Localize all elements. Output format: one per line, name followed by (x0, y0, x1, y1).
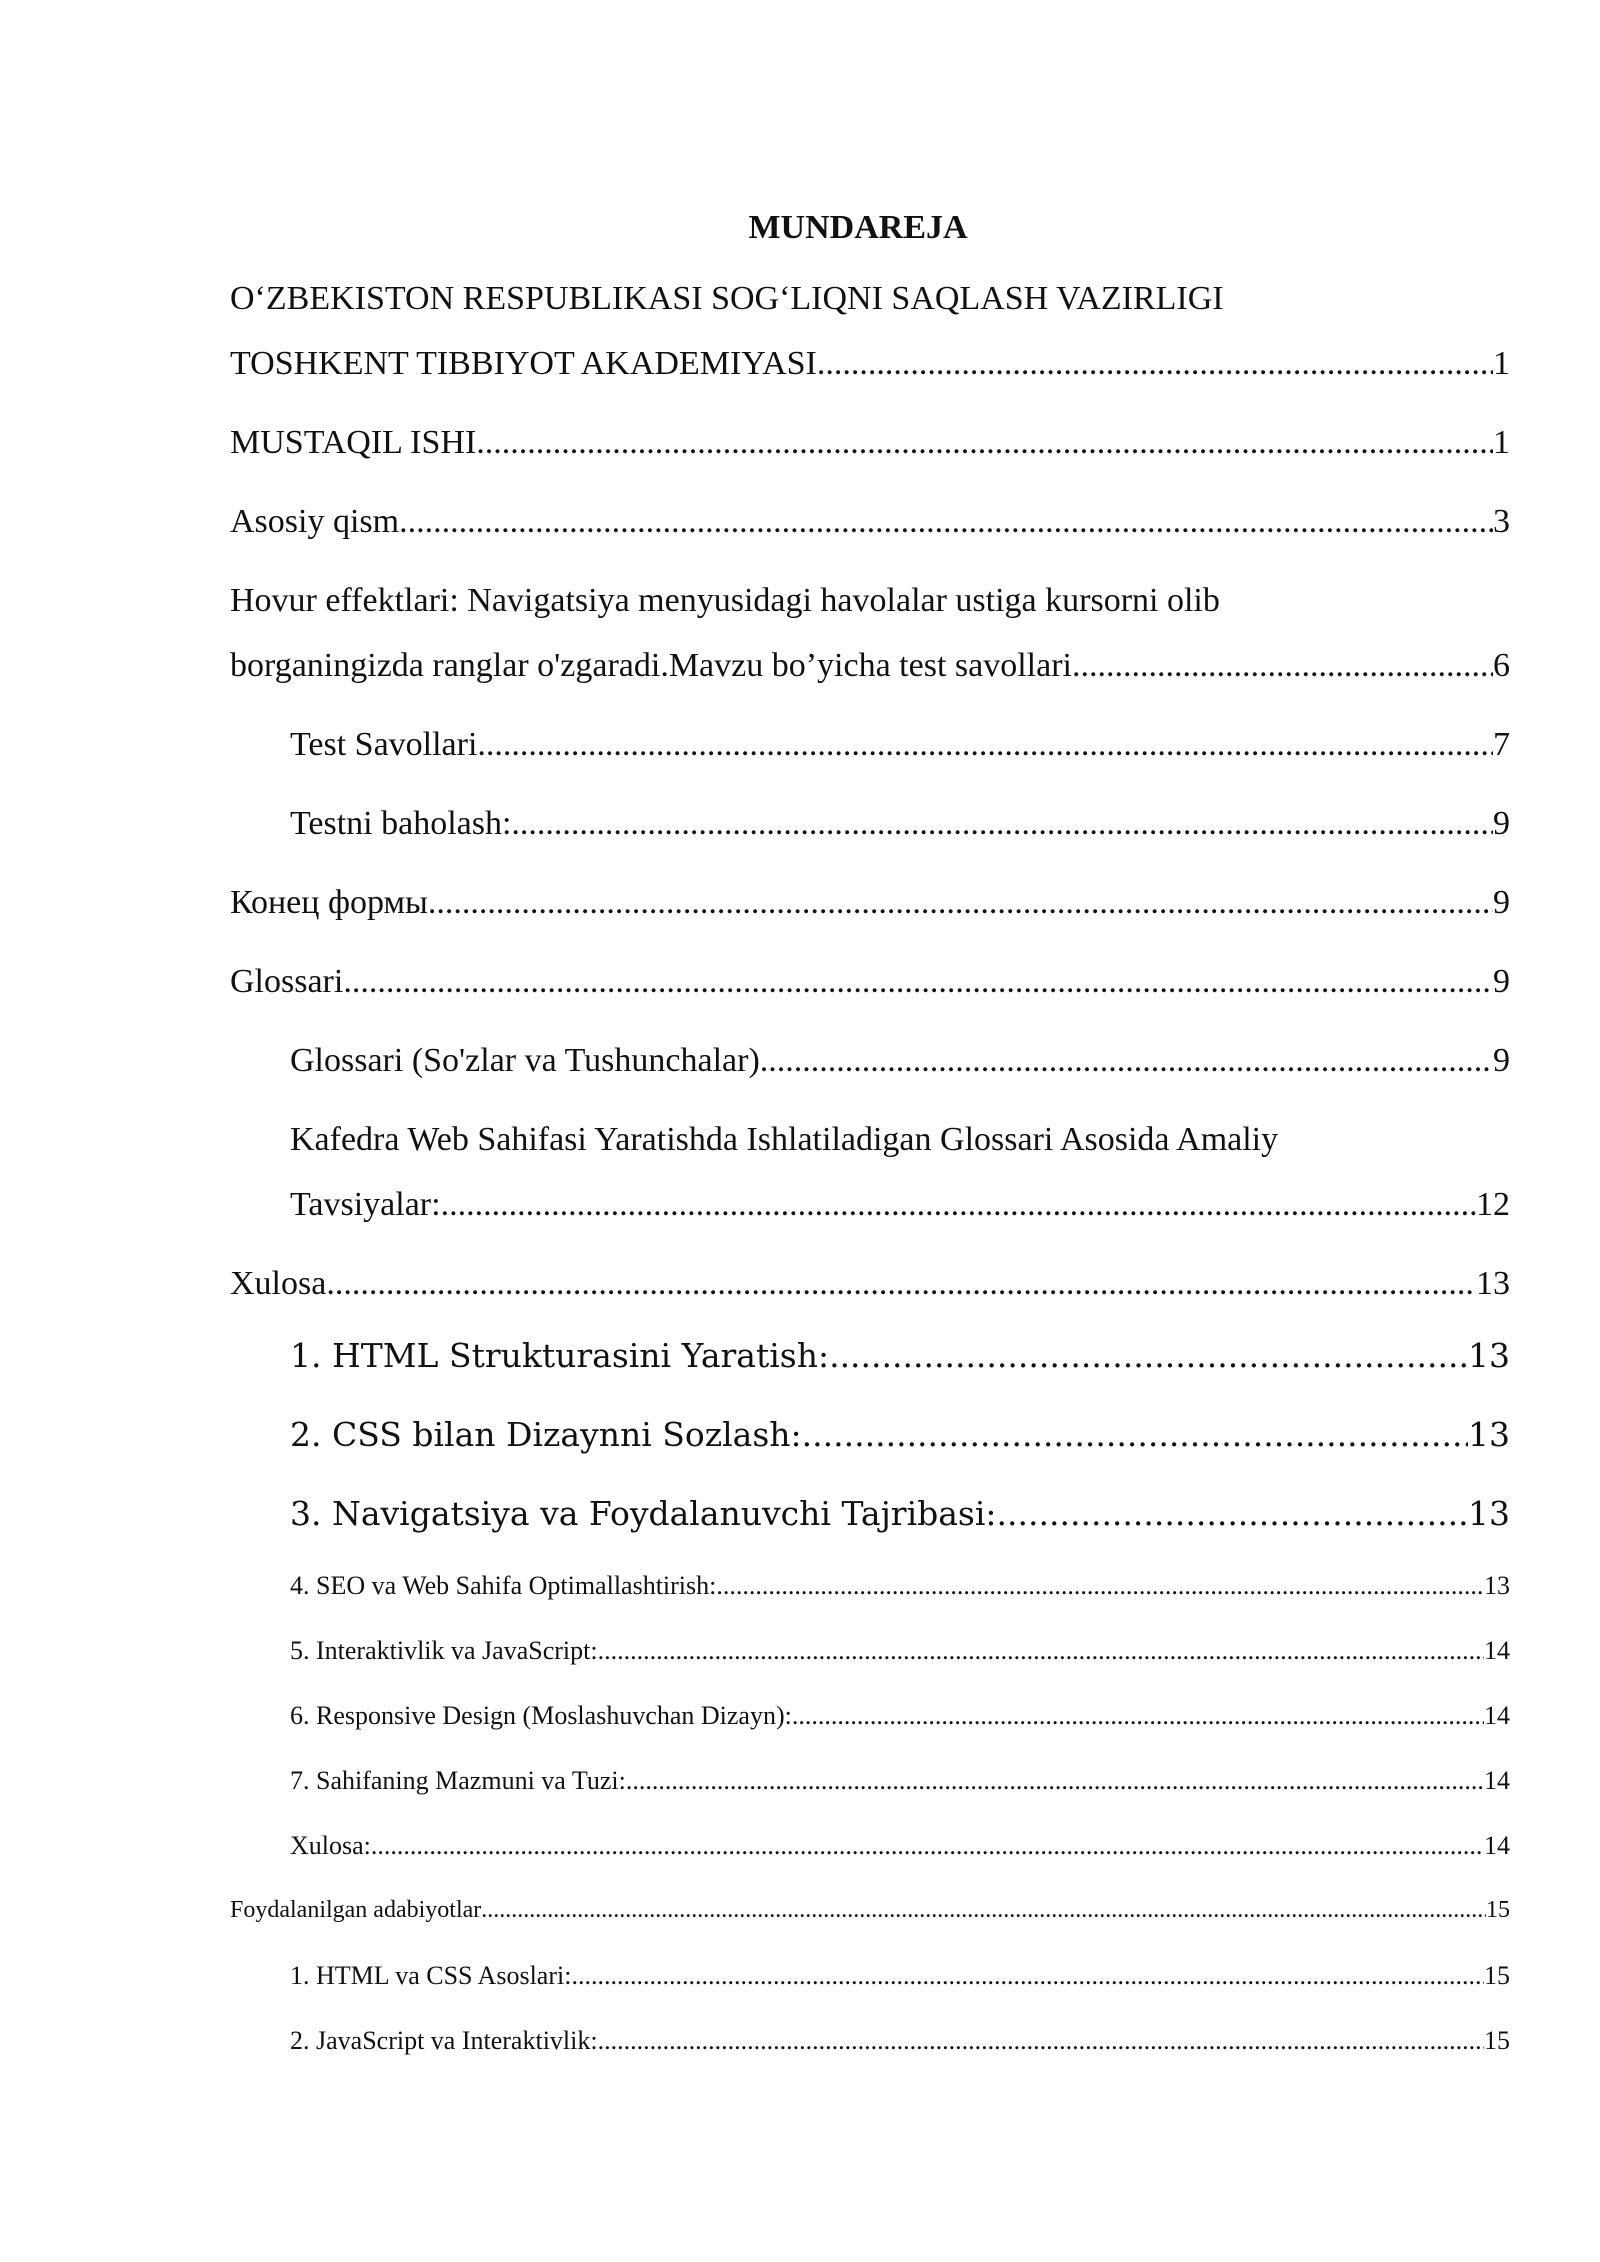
toc-page-number: 14 (1484, 1636, 1510, 1665)
dot-leader (476, 410, 1493, 475)
dot-leader (997, 1474, 1468, 1553)
toc-entry-line: O‘ZBEKISTON RESPUBLIKASI SOG‘LIQNI SAQLASH VAZIRLIGI (230, 280, 1224, 317)
toc-entry-title: TOSHKENT TIBBIYOT AKADEMIYASI (230, 345, 817, 382)
toc-entry-title: Glossari (230, 963, 344, 1000)
toc-page-number: 14 (1484, 1831, 1510, 1860)
toc-page-number: 13 (1468, 1336, 1510, 1375)
toc-page-number: 1 (1493, 424, 1510, 461)
dot-leader (571, 1943, 1484, 2008)
toc-page-number: 9 (1493, 963, 1510, 1000)
dot-leader (829, 1316, 1468, 1395)
toc-entry[interactable] (230, 1395, 1510, 1474)
toc-entry-title: 7. Sahifaning Mazmuni va Tuzi: (290, 1766, 626, 1795)
toc-entry-title: 5. Interaktivlik va JavaScript: (290, 1636, 598, 1665)
toc-page-number: 14 (1484, 1766, 1510, 1795)
toc-entry[interactable] (230, 1748, 1510, 1813)
toc-entry-title: 1. HTML Strukturasini Yaratish: (290, 1336, 830, 1375)
toc-entry[interactable] (230, 2008, 1510, 2073)
toc-page-number: 15 (1486, 1897, 1510, 1923)
toc-entry-title: 2. CSS bilan Dizaynni Sozlash: (290, 1415, 802, 1454)
dot-leader (371, 1813, 1484, 1878)
toc-entry[interactable] (230, 1474, 1510, 1553)
toc-entry-title: Xulosa: (290, 1831, 371, 1860)
toc-entry[interactable] (230, 1878, 1510, 1943)
toc-page-number: 3 (1493, 503, 1510, 540)
toc-entry[interactable] (230, 489, 1510, 554)
toc-page-number: 13 (1468, 1415, 1510, 1454)
dot-leader (343, 949, 1493, 1014)
toc-title: MUNDAREJA (748, 209, 968, 246)
toc-entry-title: Asosiy qism (230, 503, 400, 540)
toc-page-number: 6 (1493, 647, 1510, 684)
dot-leader (817, 331, 1493, 396)
toc-entry[interactable] (230, 1683, 1510, 1748)
dot-leader (760, 1028, 1493, 1093)
dot-leader (477, 712, 1493, 777)
dot-leader (326, 1251, 1476, 1316)
toc-entry[interactable] (230, 266, 1510, 396)
dot-leader (1072, 633, 1493, 698)
toc-entry[interactable] (230, 1813, 1510, 1878)
toc-entry-title: Конец формы (230, 884, 428, 921)
toc-page-number: 9 (1493, 805, 1510, 842)
toc-entry[interactable] (230, 1028, 1510, 1093)
toc-entry[interactable] (230, 870, 1510, 935)
toc-entry-title: Glossari (So'zlar va Tushunchalar) (290, 1042, 760, 1079)
toc-entry[interactable] (230, 1316, 1510, 1395)
toc-entry-title: Test Savollari (290, 726, 478, 763)
dot-leader (399, 489, 1493, 554)
dot-leader (511, 791, 1493, 856)
toc-entry-title: Foydalanilgan adabiyotlar (230, 1897, 482, 1923)
toc-entry[interactable] (230, 1553, 1510, 1618)
toc-page-number: 9 (1493, 884, 1510, 921)
toc-entry-line: Kafedra Web Sahifasi Yaratishda Ishlatiladigan Glossari Asosida Amaliy (290, 1121, 1279, 1158)
toc-entry[interactable] (230, 1107, 1510, 1237)
toc-page-number: 13 (1484, 1571, 1510, 1600)
toc-entry-title: borganingizda ranglar o'zgaradi.Mavzu bo’yicha test savollari (230, 647, 1072, 684)
toc-page-number: 15 (1484, 1961, 1510, 1990)
dot-leader (598, 1618, 1484, 1683)
dot-leader (428, 870, 1493, 935)
toc-entry[interactable] (230, 1618, 1510, 1683)
toc-entry-title: 2. JavaScript va Interaktivlik: (290, 2026, 598, 2055)
toc-entry[interactable] (230, 568, 1510, 698)
toc-page-number: 9 (1493, 1042, 1510, 1079)
dot-leader (792, 1683, 1484, 1748)
toc-entry[interactable] (230, 1943, 1510, 2008)
toc-entry-title: 3. Navigatsiya va Foydalanuvchi Tajribasi: (290, 1494, 997, 1533)
toc-entry-title: Testni baholash: (290, 805, 512, 842)
toc-entry[interactable] (230, 410, 1510, 475)
toc-entry-title: MUSTAQIL ISHI (230, 424, 477, 461)
dot-leader (481, 1878, 1486, 1943)
toc-entry-line: Hovur effektlari: Navigatsiya menyusidagi havolalar ustiga kursorni olib (230, 582, 1220, 619)
toc-entry-title: 6. Responsive Design (Moslashuvchan Dizayn): (290, 1701, 792, 1730)
toc-entry-title: Xulosa (230, 1265, 327, 1302)
toc-page-number: 7 (1493, 726, 1510, 763)
dot-leader (598, 2008, 1484, 2073)
toc-entry-title: Tavsiyalar: (290, 1186, 441, 1223)
dot-leader (716, 1553, 1484, 1618)
toc-entry-title: 4. SEO va Web Sahifa Optimallashtirish: (290, 1571, 717, 1600)
toc-page-number: 13 (1468, 1494, 1510, 1533)
dot-leader (802, 1395, 1468, 1474)
toc-entry[interactable] (230, 791, 1510, 856)
dot-leader (441, 1172, 1476, 1237)
toc-page-number: 13 (1476, 1265, 1510, 1302)
toc-entry[interactable] (230, 712, 1510, 777)
toc-entry[interactable] (230, 949, 1510, 1014)
toc-page-number: 15 (1484, 2026, 1510, 2055)
toc-page-number: 12 (1476, 1186, 1510, 1223)
toc-list (230, 266, 1510, 2073)
toc-entry[interactable] (230, 1251, 1510, 1316)
toc-page-number: 1 (1493, 345, 1510, 382)
toc-entry-title: 1. HTML va CSS Asoslari: (290, 1961, 572, 1990)
dot-leader (626, 1748, 1484, 1813)
toc-page-number: 14 (1484, 1701, 1510, 1730)
